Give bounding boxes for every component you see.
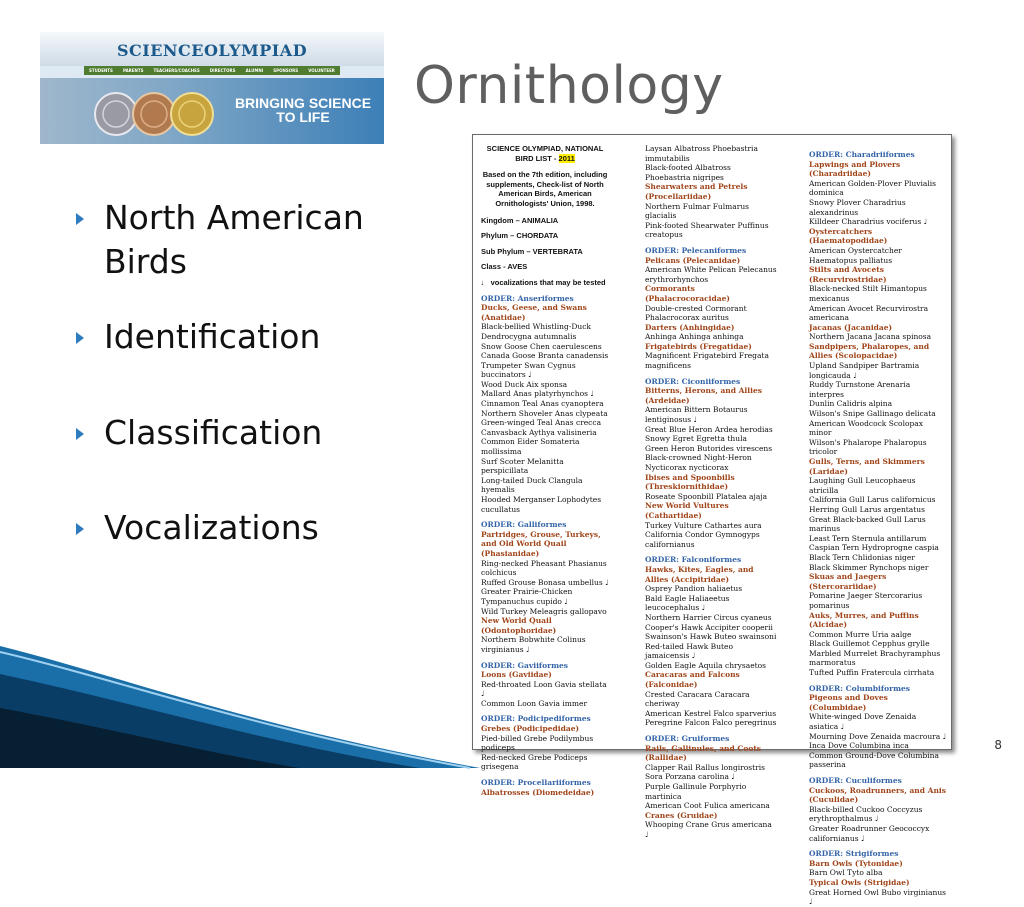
species-entry: American Kestrel Falco sparverius xyxy=(645,708,777,718)
doc-header-line: BIRD LIST - 2011 xyxy=(515,153,575,163)
species-entry: Caspian Tern Hydroprogne caspia xyxy=(809,543,939,553)
taxonomy-subphylum: Sub Phylum – VERTEBRATA xyxy=(481,246,583,256)
species-entry: Barn Owl Tyto alba xyxy=(809,868,883,878)
family-heading: Gulls, Terns, and Skimmers (Laridae) xyxy=(809,457,925,476)
order-heading: ORDER: Galliformes xyxy=(481,520,567,530)
family-heading: New World Quail (Odontophoridae) xyxy=(481,616,557,635)
species-entry: Cooper's Hawk Accipiter cooperii xyxy=(645,622,773,632)
order-heading: ORDER: Ciconiiformes xyxy=(645,376,741,386)
family-heading: Loons (Gaviidae) xyxy=(481,670,552,680)
species-entry: Hooded Merganser Lophodytes cucullatus xyxy=(481,495,602,514)
order-heading: ORDER: Falconiformes xyxy=(645,555,742,565)
species-entry: Northern Bobwhite Colinus virginianus ♩ xyxy=(481,635,586,654)
family-heading: Albatrosses (Diomedeidae) xyxy=(481,787,595,797)
species-list xyxy=(481,294,609,798)
order-heading: ORDER: Anseriformes xyxy=(481,293,574,303)
banner-nav-item: DIRECTORS xyxy=(209,68,236,73)
species-entry: White-winged Dove Zenaida asiatica ♩ xyxy=(809,712,917,732)
family-heading: Oystercatchers (Haematopodidae) xyxy=(809,226,888,246)
species-entry: American Oystercatcher Haematopus palliatus xyxy=(809,245,902,265)
family-heading: Barn Owls (Tytonidae) xyxy=(809,858,903,868)
bullet-item xyxy=(76,315,406,359)
species-entry: Pomarine Jaeger Stercorarius pomarinus xyxy=(809,591,923,610)
species-entry: Greater Prairie-Chicken Tympanuchus cupido ♩ xyxy=(481,587,573,606)
species-entry: Trumpeter Swan Cygnus buccinators ♩ xyxy=(481,360,576,380)
species-entry: Roseate Spoonbill Platalea ajaja xyxy=(645,491,768,501)
species-entry: Swainson's Hawk Buteo swainsoni xyxy=(645,632,777,642)
family-heading: Typical Owls (Strigidae) xyxy=(809,877,910,887)
family-heading: Lapwings and Plovers (Charadriidae) xyxy=(809,159,901,179)
species-entry: Canada Goose Branta canadensis xyxy=(481,351,609,361)
order-heading: ORDER: Columbiformes xyxy=(809,683,911,693)
species-entry: Black-bellied Whistling-Duck Dendrocygna autumnalis xyxy=(481,322,591,341)
species-entry: Green Heron Butorides virescens xyxy=(645,443,773,453)
species-entry: Greater Roadrunner Geococcyx californianus ♩ xyxy=(809,823,930,843)
banner-nav-bar xyxy=(84,66,340,75)
banner-nav-item: VOLUNTEER xyxy=(308,68,335,73)
bullet-arrow-icon xyxy=(76,523,84,535)
order-heading: ORDER: Podicipediformes xyxy=(481,714,591,724)
family-heading: Cuckoos, Roadrunners, and Anis (Cuculidae) xyxy=(809,785,946,805)
species-entry: Least Tern Sternula antillarum xyxy=(809,533,927,543)
family-heading: Pelicans (Pelecanidae) xyxy=(645,255,741,265)
bullet-item xyxy=(76,411,406,455)
species-entry: American White Pelican Pelecanus erythrorhynchos xyxy=(645,265,777,284)
species-entry: Black-necked Stilt Himantopus mexicanus xyxy=(809,284,927,303)
species-entry: Crested Caracara Caracara cheriway xyxy=(645,689,750,709)
family-heading: Sandpipers, Phalaropes, and Allies (Scolopacidae) xyxy=(809,341,930,361)
species-entry: Herring Gull Larus argentatus xyxy=(809,504,925,514)
species-entry: Black-billed Cuckoo Coccyzus erythropthalmus ♩ xyxy=(809,804,923,824)
species-entry: Osprey Pandion haliaetus xyxy=(645,584,743,594)
species-entry: Wild Turkey Meleagris gallopavo xyxy=(481,606,607,616)
doc-column-2 xyxy=(645,144,777,840)
species-entry: Red-necked Grebe Podiceps grisegena xyxy=(481,752,588,772)
species-entry: Common Ground-Dove Columbina passerina xyxy=(809,750,939,770)
species-entry: Ruddy Turnstone Arenaria interpres xyxy=(809,380,911,399)
family-heading: Skuas and Jaegers (Stercorariidae) xyxy=(809,572,887,591)
species-entry: Snowy Egret Egretta thula xyxy=(645,434,747,444)
species-entry: Double-crested Cormorant Phalacrocorax auritus xyxy=(645,303,747,323)
species-entry: Pied-billed Grebe Podilymbus podiceps xyxy=(481,733,594,753)
species-entry: Black-crowned Night-Heron Nycticorax nycticorax xyxy=(645,453,752,472)
species-entry: Peregrine Falcon Falco peregrinus xyxy=(645,718,777,728)
species-entry: Great Blue Heron Ardea herodias xyxy=(645,424,773,434)
doc-column-3 xyxy=(809,144,947,907)
order-heading: ORDER: Procellariiformes xyxy=(481,778,591,788)
doc-header-line: SCIENCE OLYMPIAD, NATIONAL xyxy=(486,144,604,153)
family-heading: Cormorants (Phalacrocoracidae) xyxy=(645,284,730,303)
bullet-arrow-icon xyxy=(76,213,84,225)
footer-wave-decoration xyxy=(0,616,480,768)
species-entry: Laughing Gull Leucophaeus atricilla xyxy=(809,476,916,495)
taxonomy-phylum: Phylum – CHORDATA xyxy=(481,231,559,241)
species-entry: Tufted Puffin Fratercula cirrhata xyxy=(809,668,935,678)
family-heading: Ducks, Geese, and Swans (Anatidae) xyxy=(481,303,587,322)
species-entry: Common Eider Somateria mollissima xyxy=(481,437,580,457)
family-heading: Shearwaters and Petrels (Procellariidae) xyxy=(645,182,748,201)
species-entry: American Woodcock Scolopax minor xyxy=(809,418,923,438)
order-heading: ORDER: Cuculiformes xyxy=(809,776,902,785)
doc-edition-note: Based on the 7th edition, including supplements, Check-list of North American Birds, American Ornithologists' Union, 1998. xyxy=(482,170,608,208)
family-heading: New World Vultures (Cathartidae) xyxy=(645,501,729,520)
family-heading: Ibises and Spoonbills (Threskiornithidae) xyxy=(645,472,735,492)
species-entry: Mallard Anas platyrhynchos ♩ xyxy=(481,389,594,399)
species-entry: Killdeer Charadrius vociferus ♩ xyxy=(809,217,928,227)
banner-nav-item: STUDENTS xyxy=(89,68,113,73)
family-heading: Partridges, Grouse, Turkeys, and Old World Quail (Phasianidae) xyxy=(481,529,601,558)
banner-nav-item: SPONSORS xyxy=(273,68,299,73)
bird-list-document xyxy=(472,134,952,907)
species-entry: Wilson's Snipe Gallinago delicata xyxy=(809,409,936,419)
family-heading: Auks, Murres, and Puffins (Alcidae) xyxy=(809,610,919,630)
species-entry: Red-tailed Hawk Buteo jamaicensis ♩ xyxy=(645,641,733,661)
species-entry: Common Loon Gavia immer xyxy=(481,698,588,708)
species-entry: Common Murre Uria aalge xyxy=(809,629,912,639)
family-heading: Caracaras and Falcons (Falconidae) xyxy=(645,670,740,690)
species-entry: Green-winged Teal Anas crecca xyxy=(481,418,602,428)
species-entry: Black-footed Albatross Phoebastria nigripes xyxy=(645,163,731,182)
species-entry: Anhinga Anhinga anhinga xyxy=(645,332,744,342)
taxonomy-class: Class - AVES xyxy=(481,262,528,272)
species-entry: Surf Scoter Melanitta perspicillata xyxy=(481,456,564,476)
species-entry: Turkey Vulture Cathartes aura xyxy=(645,520,762,530)
species-entry: Wood Duck Aix sponsa xyxy=(481,379,568,389)
species-entry: Snowy Plover Charadrius alexandrinus xyxy=(809,197,906,217)
bullet-list xyxy=(76,196,406,560)
species-entry: Whooping Crane Grus americana ♩ xyxy=(645,820,772,839)
slide-title: Ornithology xyxy=(414,56,724,116)
species-entry: California Condor Gymnogyps californianus xyxy=(645,530,760,549)
species-entry: American Coot Fulica americana xyxy=(645,801,770,811)
species-entry: Magnificent Frigatebird Fregata magnificens xyxy=(645,351,769,371)
bullet-item xyxy=(76,196,406,284)
species-entry: Black Skimmer Rynchops niger xyxy=(809,562,929,572)
species-entry: American Golden-Plover Pluvialis dominica xyxy=(809,178,936,198)
species-entry: Cinnamon Teal Anas cyanoptera xyxy=(481,399,604,409)
species-entry: Bald Eagle Haliaeetus leucocephalus ♩ xyxy=(645,593,730,613)
species-entry: Northern Jacana Jacana spinosa xyxy=(809,332,932,342)
science-olympiad-banner xyxy=(40,32,384,144)
species-entry: Northern Fulmar Fulmarus glacialis xyxy=(645,201,750,221)
species-entry: American Bittern Botaurus lentiginosus ♩ xyxy=(645,405,748,425)
family-heading: Frigatebirds (Fregatidae) xyxy=(645,341,752,351)
family-heading: Bitterns, Herons, and Allies (Ardeidae) xyxy=(645,386,762,405)
slide-number: 8 xyxy=(994,738,1002,752)
bullet-text: Classification xyxy=(104,413,323,452)
medals-icon xyxy=(92,82,222,142)
doc-column-1 xyxy=(481,144,609,797)
species-entry: Ruffed Grouse Bonasa umbellus ♩ xyxy=(481,577,609,587)
species-entry: California Gull Larus californicus xyxy=(809,495,936,505)
species-entry: Purple Gallinule Porphyrio martinica xyxy=(645,782,747,801)
bullet-text: Identification xyxy=(104,317,321,356)
bullet-arrow-icon xyxy=(76,332,84,344)
species-entry: Black Guillemot Cepphus grylle xyxy=(809,639,930,649)
species-entry: Laysan Albatross Phoebastria immutabilis xyxy=(645,144,758,163)
species-entry: Ring-necked Pheasant Phasianus colchicus xyxy=(481,558,607,578)
species-entry: Sora Porzana carolina ♩ xyxy=(645,772,735,782)
order-heading: ORDER: Charadriiformes xyxy=(809,150,915,159)
bullet-arrow-icon xyxy=(76,428,84,440)
order-heading: ORDER: Gaviiformes xyxy=(481,660,569,670)
species-entry: Black Tern Chlidonias niger xyxy=(809,552,915,562)
species-entry: Great Horned Owl Bubo virginianus ♩ xyxy=(809,887,947,907)
family-heading: Stilts and Avocets (Recurvirostridae) xyxy=(809,265,887,284)
taxonomy-kingdom: Kingdom – ANIMALIA xyxy=(481,215,559,225)
bullet-text: Vocalizations xyxy=(104,508,319,547)
species-entry: Upland Sandpiper Bartramia longicauda ♩ xyxy=(809,361,920,380)
species-entry: Golden Eagle Aquila chrysaetos xyxy=(645,660,767,670)
species-entry: Canvasback Aythya valisineria xyxy=(481,427,597,437)
bullet-text: North American Birds xyxy=(104,198,364,281)
species-entry: Northern Harrier Circus cyaneus xyxy=(645,612,772,622)
family-heading: Darters (Anhingidae) xyxy=(645,322,735,332)
species-entry: Snow Goose Chen caerulescens xyxy=(481,341,602,351)
family-heading: Hawks, Kites, Eagles, and Allies (Accipitridae) xyxy=(645,564,754,584)
vocalization-note: ♩ vocalizations that may be tested xyxy=(481,277,606,287)
species-entry: Dunlin Calidris alpina xyxy=(809,399,893,409)
species-entry: Pink-footed Shearwater Puffinus creatopus xyxy=(645,220,769,240)
science-olympiad-logo: SCIENCEOLYMPIAD xyxy=(116,41,308,60)
species-entry: Red-throated Loon Gavia stellata ♩ xyxy=(481,679,607,699)
banner-nav-item: ALUMNI xyxy=(245,68,264,73)
species-entry: Long-tailed Duck Clangula hyemalis xyxy=(481,475,583,495)
species-entry: Northern Shoveler Anas clypeata xyxy=(481,408,608,418)
species-entry: American Avocet Recurvirostra americana xyxy=(809,303,929,323)
species-entry: Mourning Dove Zenaida macroura ♩ xyxy=(809,731,947,741)
order-heading: ORDER: Pelecaniformes xyxy=(645,245,747,255)
family-heading: Cranes (Gruidae) xyxy=(645,810,718,820)
species-entry: Clapper Rail Rallus longirostris xyxy=(645,762,765,772)
family-heading: Rails, Gallinules, and Coots (Rallidae) xyxy=(645,743,762,763)
species-entry: Marbled Murrelet Brachyramphus marmoratus xyxy=(809,648,941,668)
species-entry: Inca Dove Columbina inca xyxy=(809,741,909,751)
banner-nav-item: TEACHERS/COACHES xyxy=(153,68,200,73)
year-highlight: 2011 xyxy=(558,153,575,163)
family-heading: Pigeons and Doves (Columbidae) xyxy=(809,693,888,712)
banner-tagline: BRINGING SCIENCE TO LIFE xyxy=(234,95,372,125)
family-heading: Jacanas (Jacanidae) xyxy=(809,322,893,332)
family-heading: Grebes (Podicipedidae) xyxy=(481,724,580,734)
order-heading: ORDER: Gruiformes xyxy=(645,734,730,744)
order-heading: ORDER: Strigiformes xyxy=(809,849,899,859)
species-entry: Wilson's Phalarope Phalaropus tricolor xyxy=(809,437,927,457)
species-entry: Great Black-backed Gull Larus marinus xyxy=(809,514,926,534)
bullet-item xyxy=(76,506,406,550)
banner-nav-item: PARENTS xyxy=(123,68,144,73)
